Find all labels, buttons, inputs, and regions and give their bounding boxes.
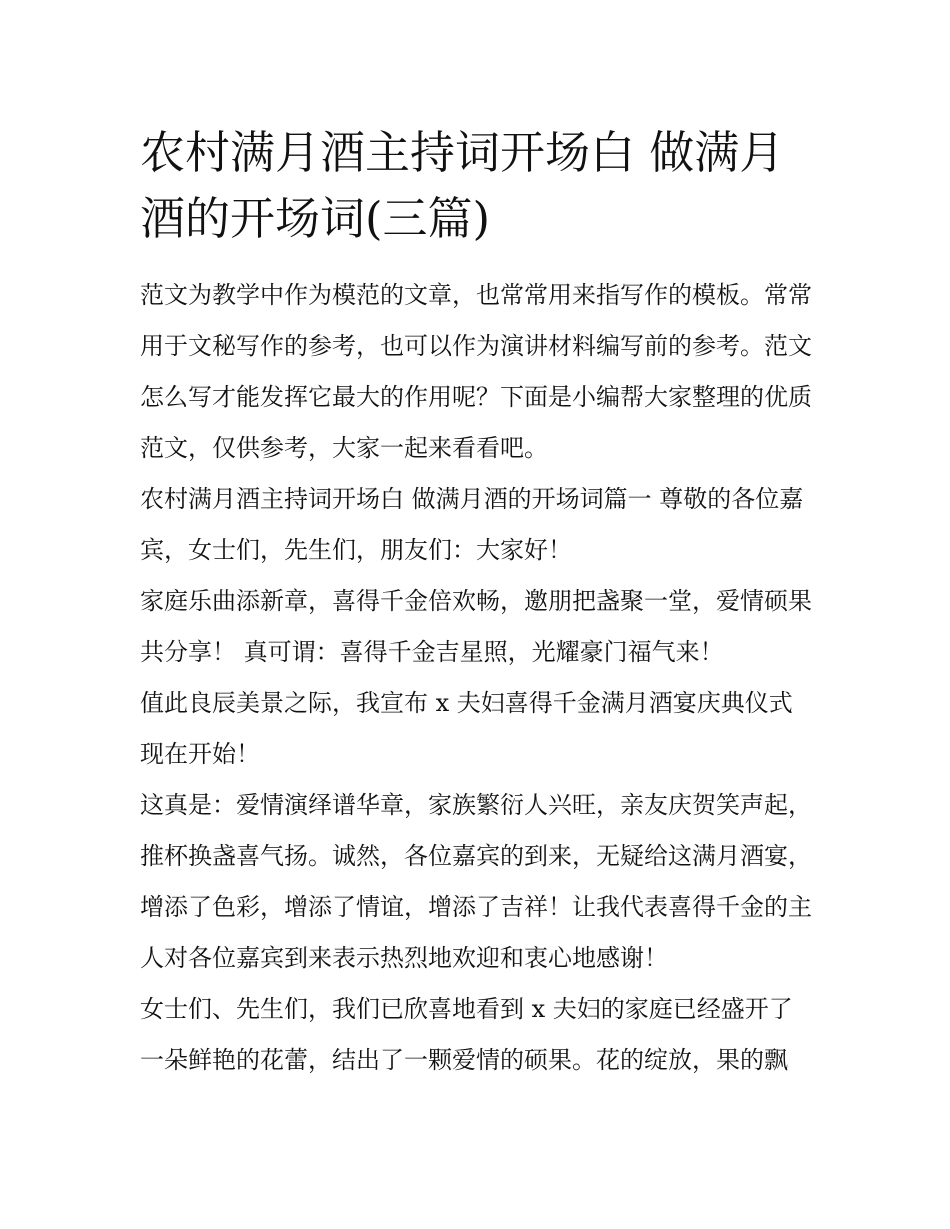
intro-paragraph: 范文为教学中作为模范的文章，也常常用来指写作的模板。常常用于文秘写作的参考，也可以作为演讲材料编写前的参考。范文怎么写才能发挥它最大的作用呢？下面是小编帮大家整理的优质范文，仅供参考，大家一起来看看吧。 (140, 281, 812, 462)
document-title: 农村满月酒主持词开场白 做满月酒的开场词(三篇) (140, 126, 785, 245)
body-paragraph: 值此良辰美景之际，我宣布 x 夫妇喜得千金满月酒宴庆典仪式现在开始！ (140, 689, 793, 768)
body-paragraph: 这真是：爱情演绎谱华章，家族繁衍人兴旺，亲友庆贺笑声起，推杯换盏喜气扬。诚然，各位嘉宾的到来，无疑给这满月酒宴，增添了色彩，增添了情谊，增添了吉祥！让我代表喜得千金的主人对各位嘉宾到来表示热烈地欢迎和衷心地感谢！ (140, 791, 812, 972)
body-paragraph: 家庭乐曲添新章，喜得千金倍欢畅，邀朋把盏聚一堂，爱情硕果共分享！ 真可谓：喜得千金吉星照，光耀豪门福气来！ (140, 587, 812, 666)
section-heading-paragraph: 农村满月酒主持词开场白 做满月酒的开场词篇一 尊敬的各位嘉宾，女士们，先生们，朋友们：大家好！ (140, 485, 804, 564)
document-body (140, 270, 812, 1086)
document-content (140, 120, 812, 1086)
body-paragraph: 女士们、先生们，我们已欣喜地看到 x 夫妇的家庭已经盛开了一朵鲜艳的花蕾，结出了一颗爱情的硕果。花的绽放，果的飘 (140, 995, 793, 1074)
